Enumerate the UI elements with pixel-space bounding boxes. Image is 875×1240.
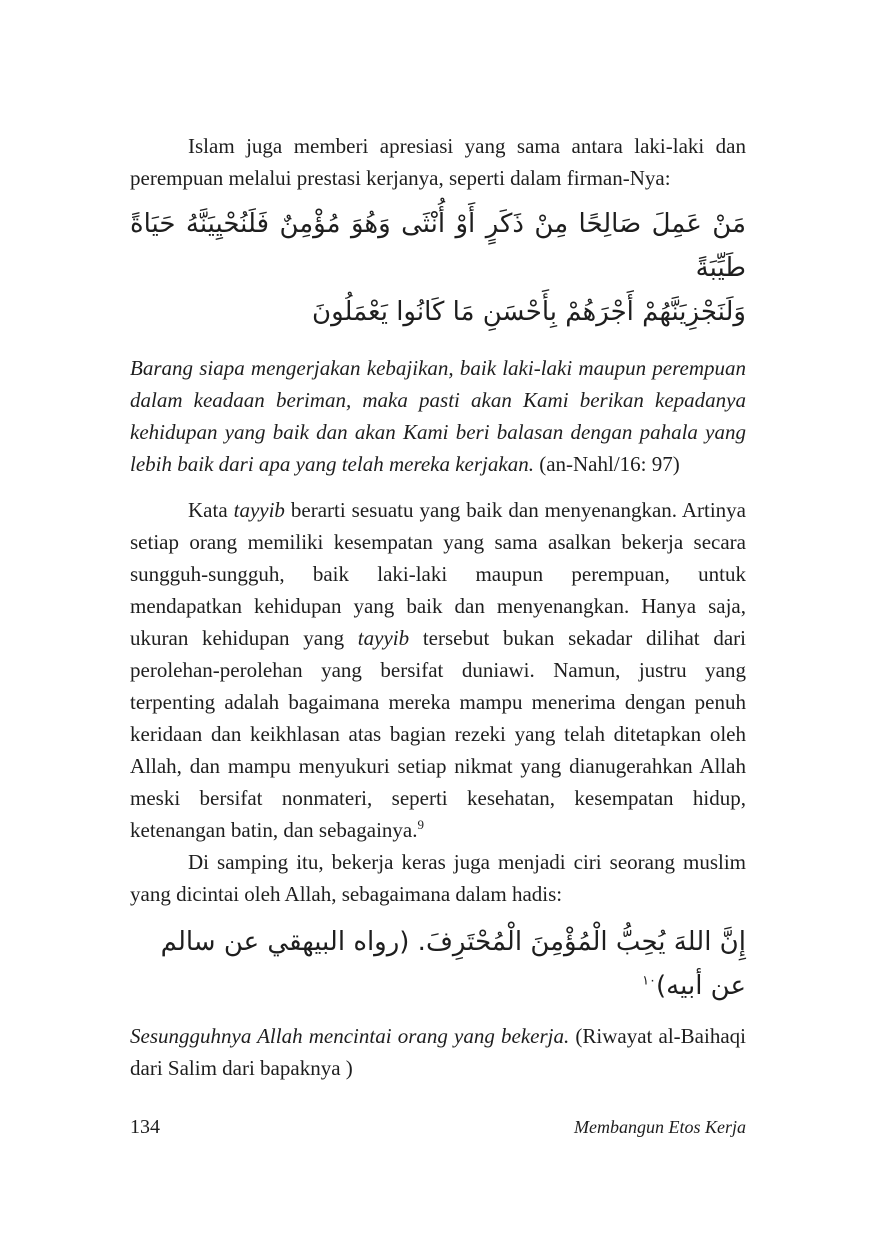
hadith-translation bbox=[130, 1020, 746, 1084]
text-segment: tersebut bukan sekadar dilihat dari perolehan-perolehan yang bersifat duniawi. Namun, justru yang terpenting adalah bagaimana mereka mampu menerima dengan penuh keridaan dan keikhlasan atas bagian rezeki yang telah ditetapkan oleh Allah, dan mampu menyukuri setiap nikmat yang dianugerahkan Allah meski bersifat nonmateri, seperti kesehatan, kesempatan hidup, ketenangan batin, dan sebagainya. bbox=[130, 626, 746, 842]
hadith-arabic: إِنَّ اللهَ يُحِبُّ الْمُؤْمِنَ الْمُحْتَرِفَ. (رواه البيهقي عن سالم عن أبيه) bbox=[160, 927, 746, 1001]
verse-translation-text: Barang siapa mengerjakan kebajikan, baik laki-laki maupun perempuan dalam keadaan beriman, maka pasti akan Kami berikan kepadanya kehidupan yang baik dan akan Kami beri balasan dengan pahala yang lebih baik dari apa yang telah mereka kerjakan. bbox=[130, 356, 746, 476]
quran-verse bbox=[130, 202, 746, 334]
page-body bbox=[130, 130, 746, 1084]
hadith-text bbox=[130, 920, 746, 1008]
footnote-marker: ١٠ bbox=[642, 973, 657, 989]
text-segment: berarti sesuatu yang baik dan menyenangkan. Artinya setiap orang memiliki kesempatan yang sama asalkan bekerja secara sungguh-sungguh, baik laki-laki maupun perempuan, untuk mendapatkan kehidupan yang baik dan menyenangkan. Hanya saja, ukuran kehidupan yang bbox=[130, 498, 746, 650]
verse-translation bbox=[130, 352, 746, 480]
quran-verse-line-1: مَنْ عَمِلَ صَالِحًا مِنْ ذَكَرٍ أَوْ أُنْثَى وَهُوَ مُؤْمِنٌ فَلَنُحْيِيَنَّهُ حَيَاةً طَيِّبَةً bbox=[130, 209, 746, 283]
paragraph-tayyib bbox=[130, 494, 746, 846]
quran-verse-line-2: وَلَنَجْزِيَنَّهُمْ أَجْرَهُمْ بِأَحْسَنِ مَا كَانُوا يَعْمَلُونَ bbox=[311, 297, 746, 327]
paragraph-intro: Islam juga memberi apresiasi yang sama antara laki-laki dan perempuan melalui prestasi kerjanya, seperti dalam firman-Nya: bbox=[130, 134, 746, 190]
hadith-reference: (Riwayat al-Baihaqi dari Salim dari bapaknya ) bbox=[130, 1024, 746, 1080]
footnote-marker: 9 bbox=[417, 817, 424, 832]
term-tayyib: tayyib bbox=[233, 498, 285, 522]
hadith-translation-text: Sesungguhnya Allah mencintai orang yang bekerja. bbox=[130, 1024, 570, 1048]
text-segment: Kata bbox=[188, 498, 234, 522]
running-title: Membangun Etos Kerja bbox=[574, 1117, 746, 1137]
page-number: 134 bbox=[130, 1116, 160, 1138]
verse-reference: (an-Nahl/16: 97) bbox=[533, 452, 680, 476]
term-tayyib: tayyib bbox=[357, 626, 410, 650]
paragraph-hadith-intro: Di samping itu, bekerja keras juga menjadi ciri seorang muslim yang dicintai oleh Allah, sebagaimana dalam hadis: bbox=[130, 850, 746, 906]
page-footer bbox=[130, 1116, 746, 1139]
